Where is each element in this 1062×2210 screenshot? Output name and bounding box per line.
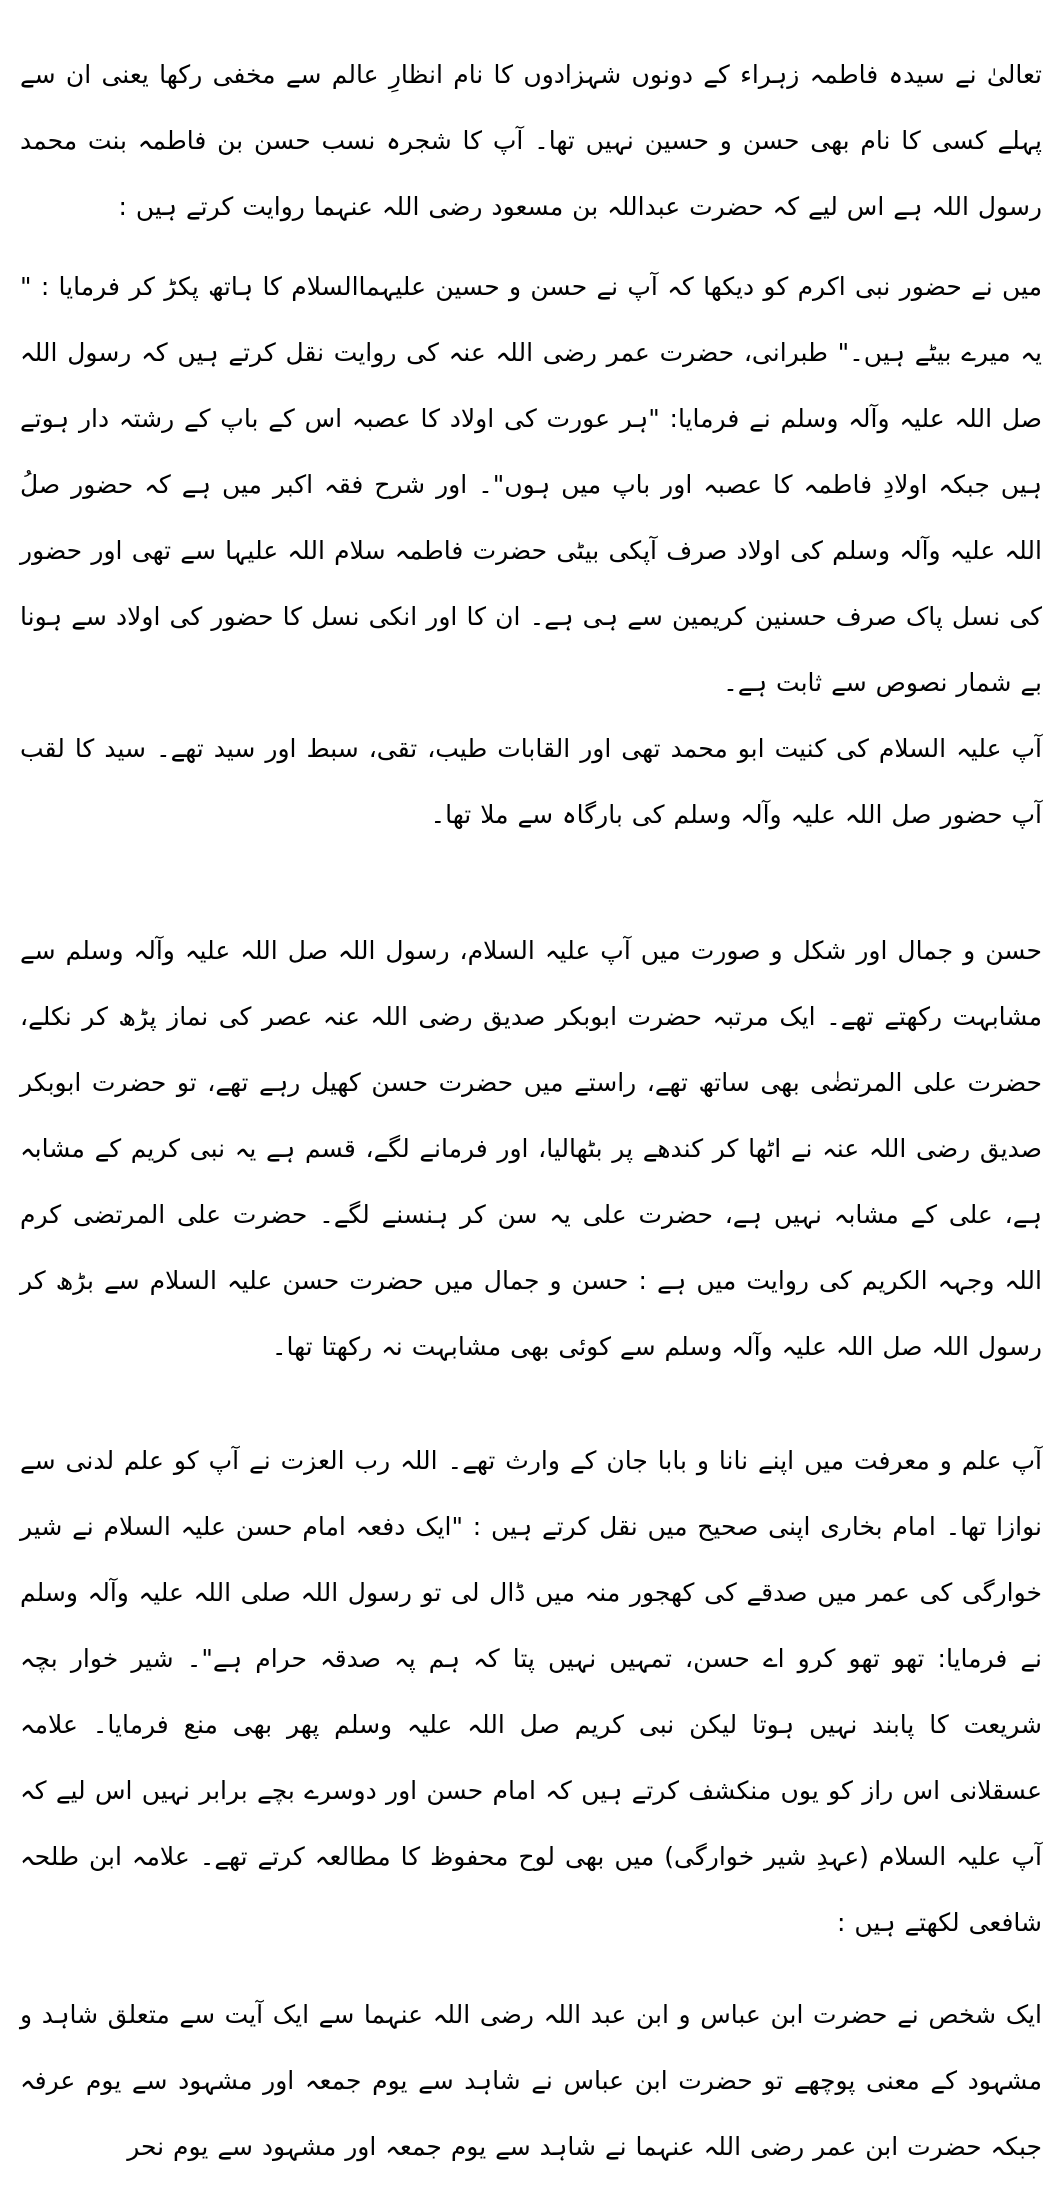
paragraph-1: تعالیٰ نے سیدہ فاطمہ زہراء کے دونوں شہزادوں کا نام انظارِ عالم سے مخفی رکھا یعنی ان سے پہلے کسی کا نام بھی حسن و حسین نہیں تھا۔ آپ کا شجرہ نسب حسن بن فاطمہ بنت محمد رسول اللہ ہے اس لیے کہ حضرت عبداللہ بن مسعود رضی اللہ عنہما روایت کرتے ہیں : <box>20 60 1042 221</box>
paragraph-5: آپ علم و معرفت میں اپنے نانا و بابا جان کے وارث تھے۔ اللہ رب العزت نے آپ کو علم لدنی سے نوازا تھا۔ امام بخاری اپنی صحیح میں نقل کرتے ہیں : "ایک دفعہ امام حسن علیہ السلام نے شیر خوارگی کی عمر میں صدقے کی کھجور منہ میں ڈال لی تو رسول اللہ صلی اللہ علیہ وآلہ وسلم نے فرمایا: تھو تھو کرو اے حسن، تمہیں نہیں پتا کہ ہم پہ صدقہ حرام ہے"۔ شیر خوار بچہ شریعت کا پابند نہیں ہوتا لیکن نبی کریم صل اللہ علیہ وسلم پھر بھی منع فرمایا۔ علامہ عسقلانی اس راز کو یوں منکشف کرتے ہیں کہ امام حسن اور دوسرے بچے برابر نہیں اس لیے کہ آپ علیہ السلام (عہدِ شیر خوارگی) میں بھی لوح محفوظ کا مطالعہ کرتے تھے۔ علامہ ابن طلحہ شافعی لکھتے ہیں : <box>20 1446 1042 1937</box>
paragraph-6: ایک شخص نے حضرت ابن عباس و ابن عبد اللہ رضی اللہ عنہما سے ایک آیت سے متعلق شاہد و مشہود کے معنی پوچھے تو حضرت ابن عباس نے شاہد سے یوم جمعہ اور مشہود سے یوم عرفہ جبکہ حضرت ابن عمر رضی اللہ عنہما نے شاہد سے یوم جمعہ اور مشہود سے یوم نحر <box>20 2000 1042 2161</box>
paragraph-3: آپ علیہ السلام کی کنیت ابو محمد تھی اور القابات طیب، تقی، سبط اور سید تھے۔ سید کا لقب آپ حضور صل اللہ علیہ وآلہ وسلم کی بارگاہ سے ملا تھا۔ <box>20 734 1042 829</box>
paragraph-4: حسن و جمال اور شکل و صورت میں آپ علیہ السلام، رسول اللہ صل اللہ علیہ وآلہ وسلم سے مشابہت رکھتے تھے۔ ایک مرتبہ حضرت ابوبکر صدیق رضی اللہ عنہ عصر کی نماز پڑھ کر نکلے، حضرت علی المرتضٰی بھی ساتھ تھے، راستے میں حضرت حسن کھیل رہے تھے، تو حضرت ابوبکر صدیق رضی اللہ عنہ نے اٹھا کر کندھے پر بٹھالیا، اور فرمانے لگے، قسم ہے یہ نبی کریم کے مشابہ ہے، علی کے مشابہ نہیں ہے، حضرت علی یہ سن کر ہنسنے لگے۔ حضرت علی المرتضی کرم اللہ وجہہ الکریم کی روایت میں ہے : حسن و جمال میں حضرت حسن علیہ السلام سے بڑھ کر رسول اللہ صل اللہ علیہ وآلہ وسلم سے کوئی بھی مشابہت نہ رکھتا تھا۔ <box>20 936 1042 1361</box>
paragraph-2: میں نے حضور نبی اکرم کو دیکھا کہ آپ نے حسن و حسین علیہماالسلام کا ہاتھ پکڑ کر فرمایا : " یہ میرے بیٹے ہیں۔" طبرانی، حضرت عمر رضی اللہ عنہ کی روایت نقل کرتے ہیں کہ رسول اللہ صل اللہ علیہ وآلہ وسلم نے فرمایا: "ہر عورت کی اولاد کا عصبہ اس کے باپ کے رشتہ دار ہوتے ہیں جبکہ اولادِ فاطمہ کا عصبہ اور باپ میں ہوں"۔ اور شرح فقہ اکبر میں ہے کہ حضور صلُ اللہ علیہ وآلہ وسلم کی اولاد صرف آپکی بیٹی حضرت فاطمہ سلام اللہ علیہا سے تھی اور حضور کی نسل پاک صرف حسنین کریمین سے ہی ہے۔ ان کا اور انکی نسل کا حضور کی اولاد سے ہونا بے شمار نصوص سے ثابت ہے۔ <box>20 272 1043 697</box>
